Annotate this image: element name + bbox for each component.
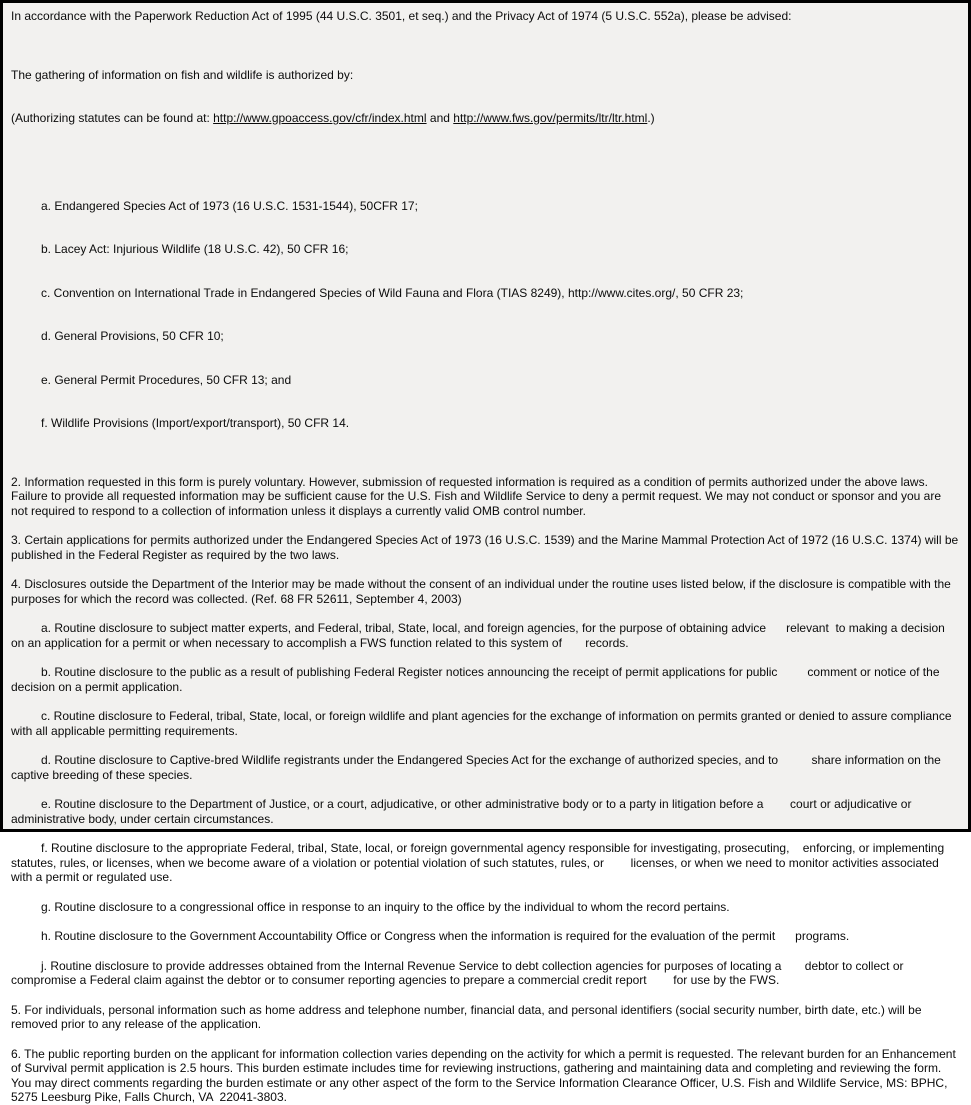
- paragraph-2: 2. Information requested in this form is purely voluntary. However, submission of requested information is required as a condition of permits authorized under the above laws. Failure to provide all requested information may be sufficient cause for the U.S. Fish and Wildlife Service to deny a permit request. We may not conduct or sponsor and you are not required to respond to a collection of information unless it displays a currently valid OMB control number.: [11, 474, 945, 518]
- statute-item-a: a. Endangered Species Act of 1973 (16 U.S.C. 1531-1544), 50CFR 17;: [41, 198, 418, 213]
- authorization-line1: The gathering of information on fish and wildlife is authorized by:: [11, 67, 354, 82]
- paragraph-5: 5. For individuals, personal information such as home address and telephone number, financial data, and personal identifiers (social security number, birth date, etc.) will be removed prior to any release of the application.: [11, 1002, 925, 1031]
- routine-use-a: a. Routine disclosure to subject matter experts, and Federal, tribal, State, local, and foreign agencies, for the purpose of obtaining advice relevant to making a decision on an application for a permit or when necessary to accomplish a FWS function related to this system of records.: [11, 621, 949, 650]
- authorization-block: [11, 39, 960, 155]
- routine-use-b: b. Routine disclosure to the public as a result of publishing Federal Register notices announcing the receipt of permit applications for public comment or notice of the decision on a permit application.: [11, 665, 943, 694]
- intro-paragraph: In accordance with the Paperwork Reduction Act of 1995 (44 U.S.C. 3501, et seq.) and the Privacy Act of 1974 (5 U.S.C. 552a), please be advised:: [11, 9, 792, 23]
- authorization-line2-suffix: .): [647, 111, 655, 125]
- paragraph-6: 6. The public reporting burden on the applicant for information collection varies depending on the activity for which a permit is requested. The relevant burden for an Enhancement of Survival permit application is 2.5 hours. This burden estimate includes time for reviewing instructions, gathering and maintaining data and completing and reviewing the form. You may direct comments regarding the burden estimate or any other aspect of the form to the Service Information Clearance Officer, U.S. Fish and Wildlife Service, MS: BPHC, 5275 Leesburg Pike, Falls Church, VA 22041-3803.: [11, 1046, 960, 1104]
- routine-use-f: f. Routine disclosure to the appropriate Federal, tribal, State, local, or foreign governmental agency responsible for investigating, prosecuting, enforcing, or implementing statutes, rules, or licenses, when we become aware of a violation or potential violation of such statutes, rules, or licenses, or when we need to monitor activities associated with a permit or regulated use.: [11, 841, 948, 884]
- routine-use-d: d. Routine disclosure to Captive-bred Wildlife registrants under the Endangered Species Act for the exchange of authorized species, and to share information on the captive breeding of these species.: [11, 753, 945, 782]
- routine-use-h: h. Routine disclosure to the Government Accountability Office or Congress when the information is required for the evaluation of the permit programs.: [41, 929, 850, 943]
- authorization-line2: [11, 111, 960, 126]
- statute-item-f: f. Wildlife Provisions (Import/export/transport), 50 CFR 14.: [41, 416, 350, 430]
- paragraph-4: 4. Disclosures outside the Department of the Interior may be made without the consent of an individual under the routine uses listed below, if the disclosure is compatible with the purposes for which the record was collected. (Ref. 68 FR 52611, September 4, 2003): [11, 577, 955, 606]
- gpoaccess-cfr-link[interactable]: http://www.gpoaccess.gov/cfr/index.html: [213, 111, 427, 125]
- routine-use-c: c. Routine disclosure to Federal, tribal, State, local, or foreign wildlife and plant agencies for the exchange of information on permits granted or denied to assure compliance with all applicable permitting requirements.: [11, 709, 955, 738]
- fws-permits-link[interactable]: http://www.fws.gov/permits/ltr/ltr.html: [453, 111, 648, 125]
- statute-item-d: d. General Provisions, 50 CFR 10;: [41, 329, 224, 343]
- statute-item-e: e. General Permit Procedures, 50 CFR 13; and: [41, 372, 292, 387]
- statute-list: [41, 170, 960, 460]
- paragraph-3: 3. Certain applications for permits authorized under the Endangered Species Act of 1973 (16 U.S.C. 1539) and the Marine Mammal Protection Act of 1972 (16 U.S.C. 1374) will be published in the Federal Register as required by the two laws.: [11, 533, 962, 562]
- authorization-line2-prefix: (Authorizing statutes can be found at:: [11, 111, 214, 125]
- routine-use-j: j. Routine disclosure to provide addresses obtained from the Internal Revenue Service to debt collection agencies for purposes of locating a debtor to collect or compromise a Federal claim against the debtor or to consumer reporting agencies to prepare a commercial credit report for use by the FWS.: [11, 958, 907, 987]
- statute-item-c: c. Convention on International Trade in Endangered Species of Wild Fauna and Flora (TIAS 8249), http://www.cites.org/, 50 CFR 23;: [41, 285, 744, 300]
- routine-use-e: e. Routine disclosure to the Department of Justice, or a court, adjudicative, or other administrative body or to a party in litigation before a court or adjudicative or administrative body, under certain circumstances.: [11, 797, 915, 826]
- routine-use-g: g. Routine disclosure to a congressional office in response to an inquiry to the office by the individual to whom the record pertains.: [41, 899, 730, 914]
- authorization-line2-mid: and: [426, 111, 454, 125]
- statute-item-b: b. Lacey Act: Injurious Wildlife (18 U.S.C. 42), 50 CFR 16;: [41, 242, 349, 256]
